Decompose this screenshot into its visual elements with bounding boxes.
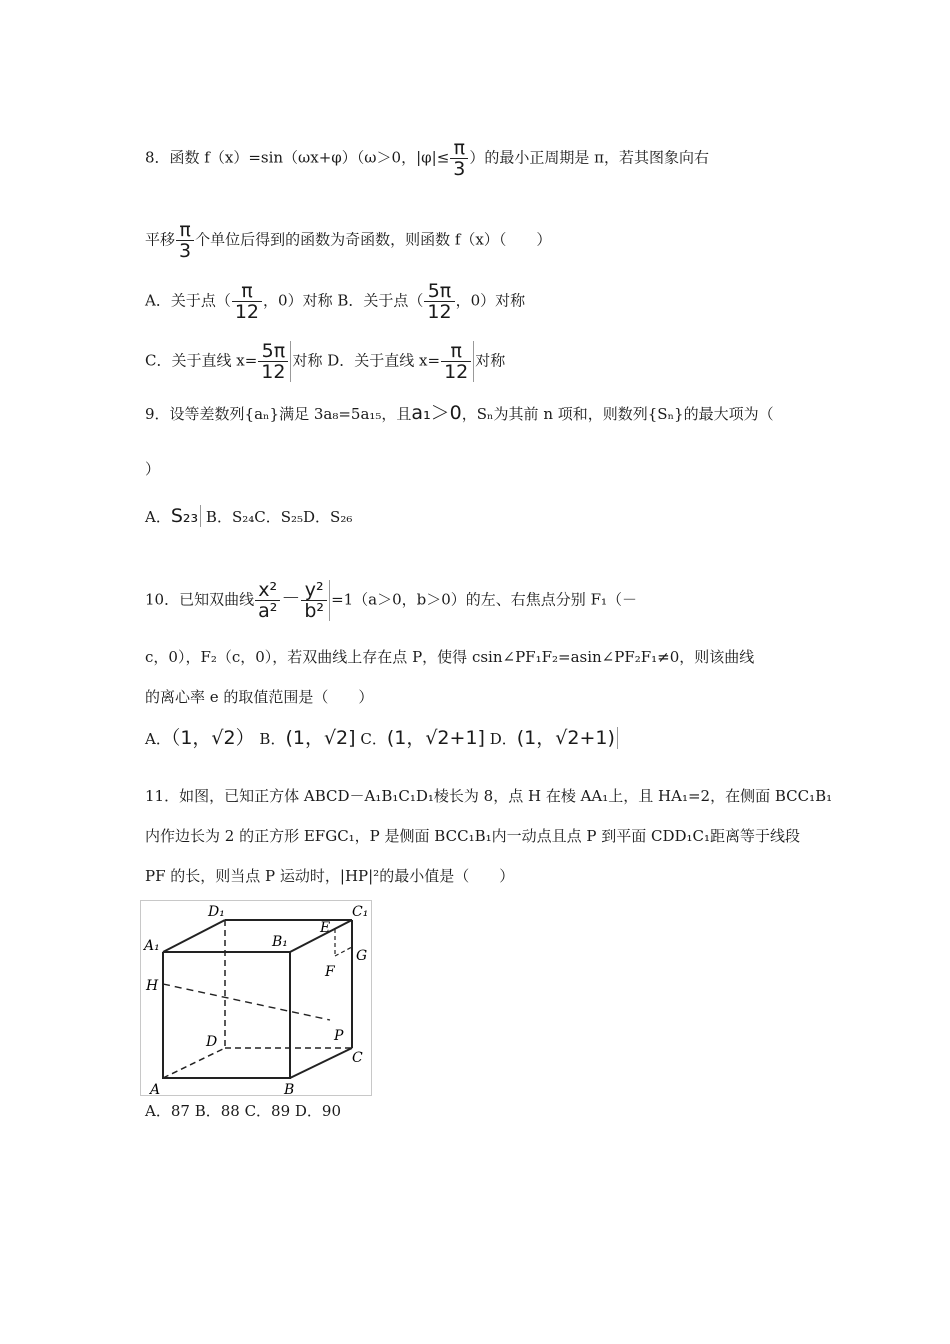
label-A: A — [150, 1082, 161, 1096]
label-C: C — [352, 1050, 363, 1066]
figure-border — [141, 901, 372, 1096]
q9-optA-label: A． — [145, 508, 171, 526]
q8-line2 — [145, 220, 551, 261]
q11-line3: PF 的长，则当点 P 运动时，|HP|²的最小值是（ ） — [145, 867, 515, 885]
q10-frac-x2-a2: $\frac{\text{x²}}{\text{a²}}$ — [255, 580, 280, 621]
q8-text-b: ）的最小正周期是 π，若其图象向右 — [469, 148, 709, 167]
edge-a1-d1 — [163, 920, 225, 952]
q8-options-ab — [145, 281, 525, 322]
front-face — [163, 952, 290, 1078]
q11-line2: 内作边长为 2 的正方形 EFGC₁，P 是侧面 BCC₁B₁内一动点且点 P 到平面 CDD₁C₁距离等于线段 — [145, 827, 801, 845]
segment-h-p — [163, 984, 330, 1020]
q10-optA-label: A． — [145, 730, 171, 748]
hidden-edge-a-d — [163, 1048, 225, 1078]
q10-line2: c，0），F₂（c，0），若双曲线上存在点 P，使得 csin∠PF₁F₂=asin∠PF₂F₁≠0，则该曲线 — [145, 648, 755, 666]
q9-line1 — [145, 403, 774, 424]
q10-optD-math: (1，√2+1) — [517, 727, 618, 749]
q10-text-b: =1（a＞0，b＞0）的左、右焦点分别 F₁（－ — [331, 590, 637, 609]
q8-optD-fraction: $\frac{\pi}{12}$ — [441, 341, 474, 382]
label-H: H — [146, 978, 159, 994]
q10-optC-label: C． — [360, 730, 387, 748]
q8-optC-fraction: $\frac{5\pi}{12}$ — [258, 341, 291, 382]
q8-line2-text-a: 平移 — [145, 230, 176, 249]
q9-options — [145, 506, 352, 527]
q8-shift-fraction: $\frac{\pi}{3}$ — [176, 220, 194, 261]
q10-options — [145, 728, 618, 749]
q11-options: A．87 B．88 C．89 D．90 — [145, 1102, 342, 1120]
q8-optB-fraction: $\frac{5\pi}{12}$ — [424, 281, 454, 322]
label-D1: D₁ — [208, 904, 225, 920]
q10-optD-label: D． — [489, 730, 517, 748]
q8-optA-pre: A．关于点（ — [145, 291, 231, 310]
q8-fraction-pi-3: $\frac{\pi}{3}$ — [450, 138, 468, 179]
q10-optC-math: (1，√2+1] — [386, 727, 485, 749]
q8-optB-pre: B．关于点（ — [337, 291, 424, 310]
label-P: P — [334, 1028, 344, 1044]
q8-line1 — [145, 138, 709, 179]
q8-optC-post: 对称 — [292, 351, 323, 370]
q8-line2-text-b: 个单位后得到的函数为奇函数，则函数 f（x）（ ） — [195, 230, 552, 249]
q10-minus: － — [281, 587, 301, 610]
square-edge-f-g — [335, 947, 352, 956]
cube-figure — [140, 900, 372, 1096]
label-C1: C₁ — [352, 904, 369, 920]
q10-line1 — [145, 580, 637, 621]
q9-a1-positive: a₁＞0 — [411, 402, 462, 424]
q11-line1: 11．如图，已知正方体 ABCD－A₁B₁C₁D₁棱长为 8，点 H 在棱 AA₁上，且 HA₁=2，在侧面 BCC₁B₁ — [145, 787, 833, 805]
label-D: D — [206, 1034, 218, 1050]
q9-optA-math: S₂₃ — [171, 505, 201, 527]
label-F: F — [325, 964, 335, 980]
q9-text-a: 9．设等差数列{aₙ}满足 3a₈=5a₁₅，且 — [145, 405, 412, 423]
q10-line3: 的离心率 e 的取值范围是（ ） — [145, 688, 374, 706]
label-A1: A₁ — [144, 938, 160, 954]
q8-optB-post: ，0）对称 — [455, 291, 526, 310]
q10-optA-math: （1，√2） — [170, 727, 255, 749]
edge-b-c — [290, 1048, 352, 1078]
q8-options-cd — [145, 341, 505, 382]
q9-text-b: ，Sₙ为其前 n 项和，则数列{Sₙ}的最大项为（ — [461, 405, 774, 423]
q10-optB-label: B． — [259, 730, 286, 748]
q8-optC-pre: C．关于直线 x= — [145, 351, 258, 370]
q10-frac-y2-b2: $\frac{\text{y²}}{\text{b²}}$ — [301, 580, 330, 621]
q9-options-bcd: B．S₂₄C．S₂₅D．S₂₆ — [205, 508, 353, 526]
q8-optD-pre: D．关于直线 x= — [327, 351, 441, 370]
q8-optA-post: ，0）对称 — [263, 291, 333, 310]
q8-text-a: 8．函数 f（x）=sin（ωx+φ）（ω＞0，|φ|≤ — [145, 148, 450, 167]
q10-text-a: 10．已知双曲线 — [145, 590, 255, 609]
q9-line2: ） — [145, 460, 161, 478]
label-E: E — [320, 920, 331, 936]
q8-optA-fraction: $\frac{\pi}{12}$ — [232, 281, 262, 322]
label-G: G — [356, 948, 368, 964]
label-B1: B₁ — [272, 934, 288, 950]
q8-optD-post: 对称 — [475, 351, 506, 370]
label-B: B — [284, 1082, 295, 1096]
q10-optB-math: (1，√2] — [285, 727, 356, 749]
